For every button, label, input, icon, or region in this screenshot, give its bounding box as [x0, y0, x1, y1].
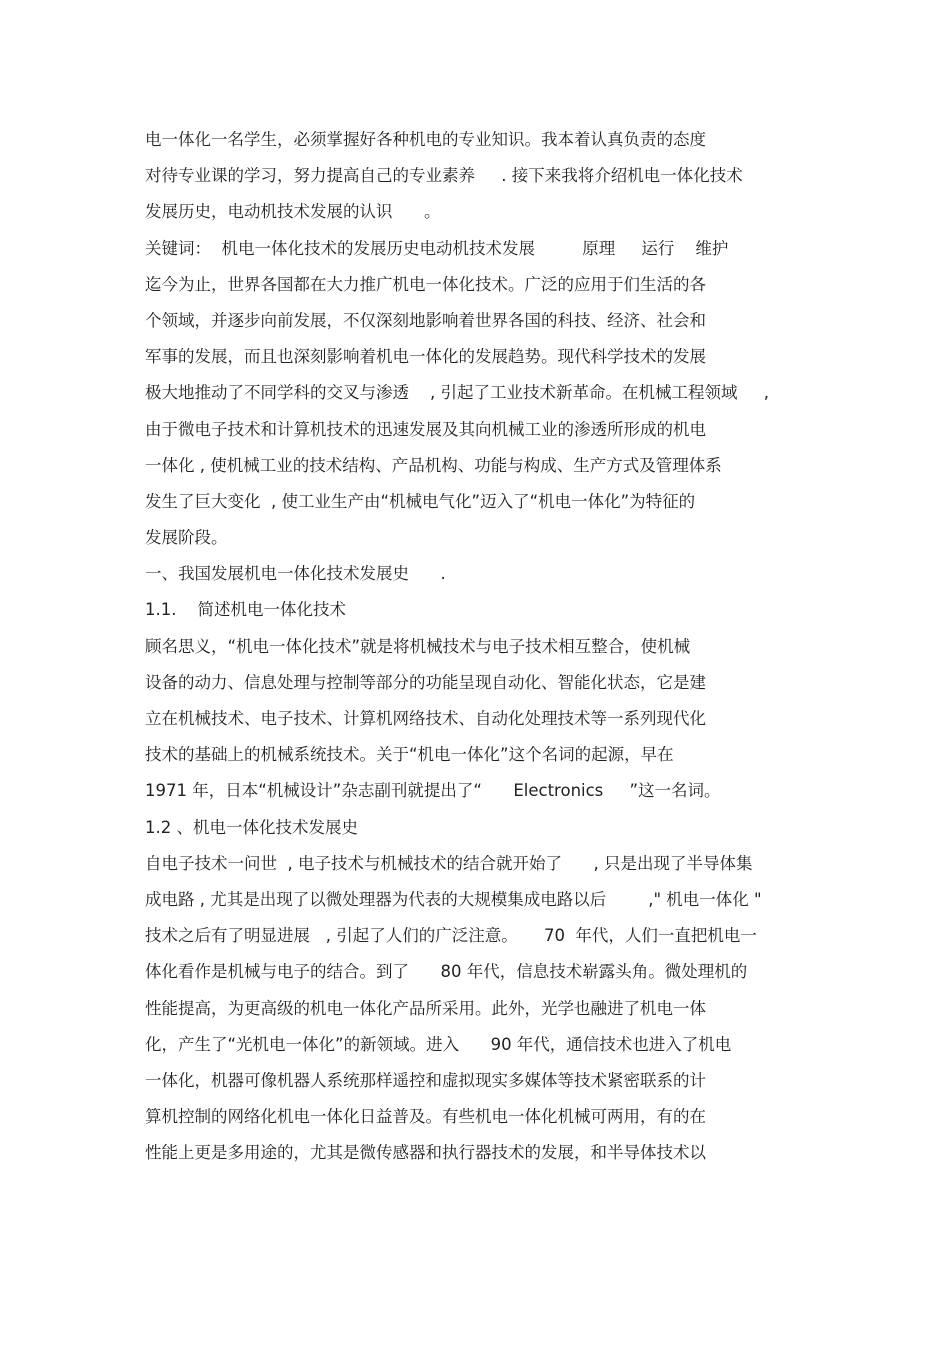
- text-line: 迄今为止，世界各国都在大力推广机电一体化技术。广泛的应用于们生活的各: [145, 274, 706, 294]
- section-heading: 一、我国发展机电一体化技术发展史 .: [145, 564, 446, 584]
- text-line: 电一体化一名学生，必须掌握好各种机电的专业知识。我本着认真负责的态度: [145, 130, 706, 149]
- text-line: 发展历史，电动机技术发展的认识 。: [145, 202, 441, 222]
- text-line: 设备的动力、信息处理与控制等部分的功能呈现自动化、智能化状态，它是建: [145, 672, 706, 692]
- text-line: 成电路 , 尤其是出现了以微处理器为代表的大规模集成电路以后 ," 机电一体化 ": [145, 889, 762, 909]
- text-line: 一体化 , 使机械工业的技术结构、产品机构、功能与构成、生产方式及管理体系: [145, 455, 722, 475]
- text-line: 化，产生了“光机电一体化”的新领域。进入 90 年代，通信技术也进入了机电: [145, 1034, 732, 1054]
- text-line: 立在机械技术、电子技术、计算机网络技术、自动化处理技术等一系列现代化: [145, 709, 706, 728]
- text-line: 一体化，机器可像机器人系统那样遥控和虚拟现实多媒体等技术紧密联系的计: [145, 1070, 706, 1090]
- text-line: 军事的发展，而且也深刻影响着机电一体化的发展趋势。现代科学技术的发展: [145, 347, 706, 367]
- text-line: 由于微电子技术和计算机技术的迅速发展及其向机械工业的渗透所形成的机电: [145, 419, 706, 439]
- text-line: 性能提高，为更高级的机电一体化产品所采用。此外，光学也融进了机电一体: [145, 998, 706, 1018]
- text-line: 极大地推动了不同学科的交叉与渗透 , 引起了工业技术新革命。在机械工程领域 ,: [145, 383, 769, 403]
- body-text: [145, 122, 845, 1171]
- text-line: 发生了巨大变化 , 使工业生产由“机械电气化”迈入了“机电一体化”为特征的: [145, 491, 696, 511]
- text-line: 性能上更是多用途的，尤其是微传感器和执行器技术的发展，和半导体技术以: [145, 1143, 706, 1163]
- text-line: 顾名思义，“机电一体化技术”就是将机械技术与电子技术相互整合，使机械: [145, 636, 691, 656]
- text-line: 对待专业课的学习，努力提高自己的专业素养 . 接下来我将介绍机电一体化技术: [145, 166, 743, 186]
- text-line: 个领域，并逐步向前发展，不仅深刻地影响着世界各国的科技、经济、社会和: [145, 310, 706, 330]
- text-line: 体化看作是机械与电子的结合。到了 80 年代，信息技术崭露头角。微处理机的: [145, 962, 748, 982]
- text-line: 技术的基础上的机械系统技术。关于“机电一体化”这个名词的起源，早在: [145, 745, 674, 765]
- keywords-line: 关键词： 机电一体化技术的发展历史电动机技术发展 原理 运行 维护: [145, 238, 729, 258]
- text-line: 自电子技术一问世 , 电子技术与机械技术的结合就开始了 , 只是出现了半导体集: [145, 853, 753, 873]
- subsection-heading: 1.1. 简述机电一体化技术: [145, 600, 346, 620]
- text-line: 发展阶段。: [145, 528, 228, 548]
- subsection-heading: 1.2 、机电一体化技术发展史: [145, 817, 358, 837]
- text-line: 1971 年，日本“机械设计”杂志副刊就提出了“ Electronics ”这一名词。: [145, 781, 721, 801]
- text-line: 算机控制的网络化机电一体化日益普及。有些机电一体化机械可两用，有的在: [145, 1107, 706, 1127]
- text-line: 技术之后有了明显进展 , 引起了人们的广泛注意。 70 年代，人们一直把机电一: [145, 926, 757, 946]
